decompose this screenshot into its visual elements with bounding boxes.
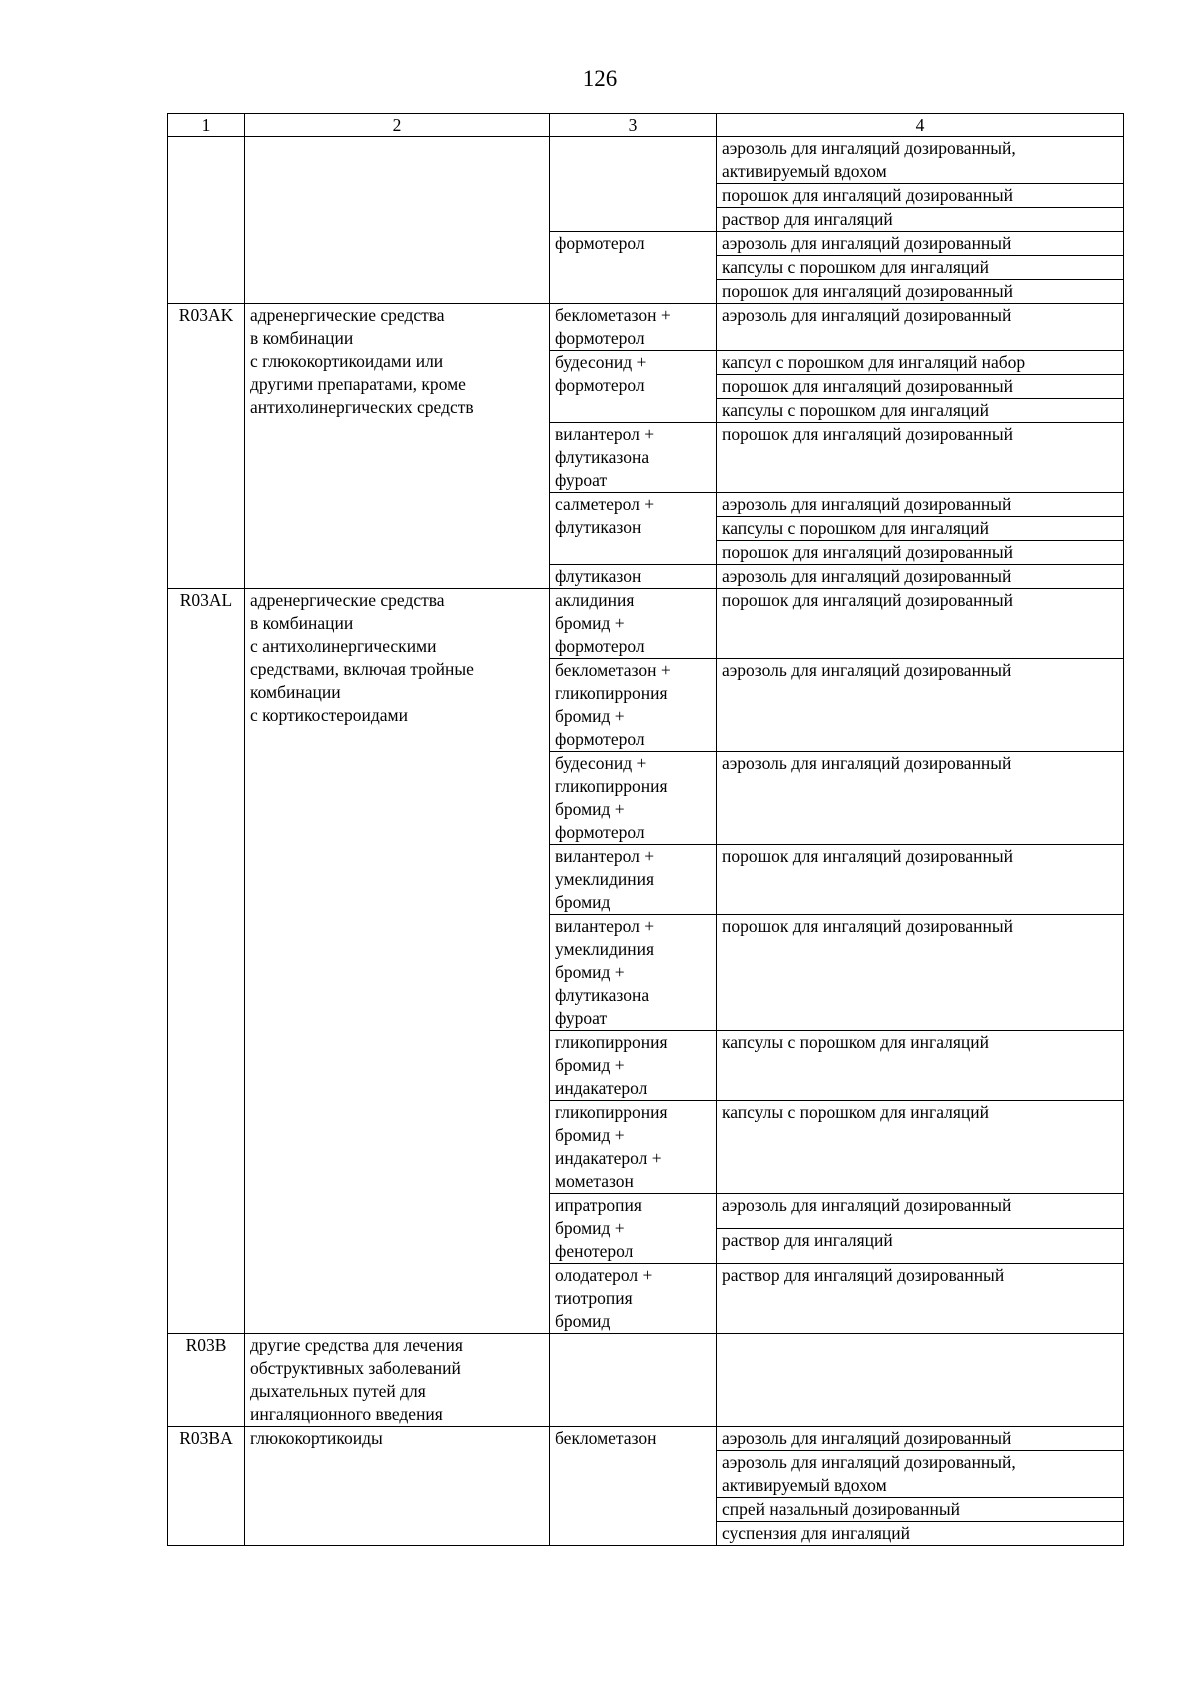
dosage-form-cell: порошок для ингаляций дозированный [717, 845, 1124, 915]
drug-name-cell: вилантерол + умеклидиния бромид + флутиказона фуроат [550, 915, 717, 1031]
dosage-form-cell: аэрозоль для ингаляций дозированный, активируемый вдохом [717, 1451, 1124, 1498]
atc-code-cell: R03AL [168, 589, 245, 1334]
group-name-cell: адренергические средства в комбинации с антихолинергическими средствами, включая тройные комбинации с кортикостероидами [245, 589, 550, 1334]
table-row [168, 1427, 1124, 1451]
dosage-form-cell: капсулы с порошком для ингаляций [717, 517, 1124, 541]
dosage-form-cell: раствор для ингаляций [717, 1229, 1124, 1264]
medication-table [167, 113, 1124, 1546]
drug-name-cell: формотерол [550, 232, 717, 304]
dosage-form-cell: аэрозоль для ингаляций дозированный [717, 304, 1124, 351]
drug-name-cell: гликопиррония бромид + индакатерол + мометазон [550, 1101, 717, 1194]
dosage-form-cell: аэрозоль для ингаляций дозированный, активируемый вдохом [717, 137, 1124, 184]
drug-name-cell: вилантерол + умеклидиния бромид [550, 845, 717, 915]
group-name-cell [245, 137, 550, 304]
drug-name-cell: гликопиррония бромид + индакатерол [550, 1031, 717, 1101]
table-row [168, 1334, 1124, 1427]
dosage-form-cell: капсулы с порошком для ингаляций [717, 399, 1124, 423]
header-cell-1: 1 [168, 114, 245, 137]
atc-code-cell [168, 137, 245, 304]
dosage-form-cell: раствор для ингаляций [717, 208, 1124, 232]
header-cell-4: 4 [717, 114, 1124, 137]
atc-code-cell: R03AK [168, 304, 245, 589]
dosage-form-cell: порошок для ингаляций дозированный [717, 589, 1124, 659]
drug-name-cell: флутиказон [550, 565, 717, 589]
drug-name-cell: ипратропия бромид + фенотерол [550, 1194, 717, 1264]
dosage-form-cell: аэрозоль для ингаляций дозированный [717, 1194, 1124, 1229]
header-cell-3: 3 [550, 114, 717, 137]
page-number: 126 [582, 66, 618, 91]
dosage-form-cell: аэрозоль для ингаляций дозированный [717, 232, 1124, 256]
drug-name-cell: будесонид + гликопиррония бромид + формотерол [550, 752, 717, 845]
drug-name-cell: беклометазон + формотерол [550, 304, 717, 351]
dosage-form-cell: порошок для ингаляций дозированный [717, 280, 1124, 304]
dosage-form-cell: порошок для ингаляций дозированный [717, 184, 1124, 208]
dosage-form-cell: аэрозоль для ингаляций дозированный [717, 493, 1124, 517]
header-row [168, 114, 1124, 137]
table-row [168, 589, 1124, 659]
dosage-form-cell: капсулы с порошком для ингаляций [717, 1031, 1124, 1101]
table-row [168, 304, 1124, 351]
dosage-form-cell: порошок для ингаляций дозированный [717, 915, 1124, 1031]
group-name-cell: другие средства для лечения обструктивных заболеваний дыхательных путей для ингаляционного введения [245, 1334, 550, 1427]
atc-code-cell: R03B [168, 1334, 245, 1427]
dosage-form-cell: аэрозоль для ингаляций дозированный [717, 565, 1124, 589]
dosage-form-cell: порошок для ингаляций дозированный [717, 423, 1124, 493]
dosage-form-cell: порошок для ингаляций дозированный [717, 541, 1124, 565]
drug-name-cell [550, 1334, 717, 1427]
dosage-form-cell [717, 1334, 1124, 1427]
group-name-cell: глюкокортикоиды [245, 1427, 550, 1546]
dosage-form-cell: капсул с порошком для ингаляций набор [717, 351, 1124, 375]
drug-name-cell: беклометазон [550, 1427, 717, 1546]
dosage-form-cell: аэрозоль для ингаляций дозированный [717, 752, 1124, 845]
drug-name-cell: олодатерол + тиотропия бромид [550, 1264, 717, 1334]
header-cell-2: 2 [245, 114, 550, 137]
drug-name-cell [550, 137, 717, 232]
dosage-form-cell: аэрозоль для ингаляций дозированный [717, 659, 1124, 752]
drug-name-cell: салметерол + флутиказон [550, 493, 717, 565]
dosage-form-cell: раствор для ингаляций дозированный [717, 1264, 1124, 1334]
drug-name-cell: аклидиния бромид + формотерол [550, 589, 717, 659]
drug-name-cell: беклометазон + гликопиррония бромид + формотерол [550, 659, 717, 752]
dosage-form-cell: спрей назальный дозированный [717, 1498, 1124, 1522]
drug-name-cell: вилантерол + флутиказона фуроат [550, 423, 717, 493]
dosage-form-cell: суспензия для ингаляций [717, 1522, 1124, 1546]
drug-name-cell: будесонид + формотерол [550, 351, 717, 423]
group-name-cell: адренергические средства в комбинации с глюкокортикоидами или другими препаратами, кроме антихолинергических средств [245, 304, 550, 589]
table-row [168, 137, 1124, 184]
dosage-form-cell: аэрозоль для ингаляций дозированный [717, 1427, 1124, 1451]
dosage-form-cell: капсулы с порошком для ингаляций [717, 256, 1124, 280]
atc-code-cell: R03BA [168, 1427, 245, 1546]
dosage-form-cell: порошок для ингаляций дозированный [717, 375, 1124, 399]
dosage-form-cell: капсулы с порошком для ингаляций [717, 1101, 1124, 1194]
